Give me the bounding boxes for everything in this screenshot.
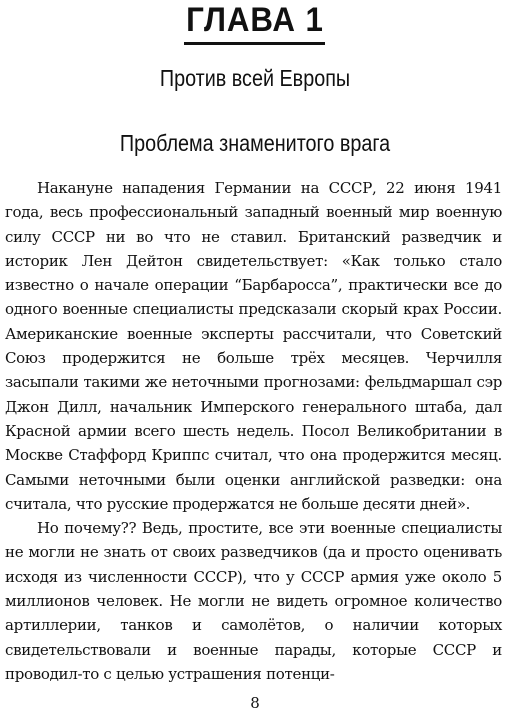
chapter-underline [184, 42, 325, 45]
paragraph: Но почему?? Ведь, простите, все эти военные специалисты не могли не знать от своих разведчиков (да и просто оценивать исходя из численности СССР), что у СССР армия уже около 5 миллионов человек. Не могли не видеть огромное количество артиллерии, танков и самолётов, о наличии которых свидетельствовали и военные парады, которые СССР и проводил-то с целью устрашения потенци- [5, 519, 502, 683]
chapter-heading: ГЛАВА 1 [186, 1, 324, 39]
part-title: Против всей Европы [159, 65, 351, 91]
section-title: Проблема знаменитого врага [119, 130, 391, 156]
body-text [5, 176, 502, 686]
paragraph: Накануне нападения Германии на СССР, 22 июня 1941 года, весь профессиональный западный военный мир военную силу СССР ни во что не ставил. Британский разведчик и историк Лен Дейтон свидетельствует: «Как только стало известно о начале операции “Барбаросса”, практически все до одного военные специалисты предсказали скорый крах России. Американские военные эксперты рассчитали, что Советский Союз продержится не больше трёх месяцев. Черчилля засыпали такими же неточными прогнозами: фельдмаршал сэр Джон Дилл, начальник Имперского генерального штаба, дал Красной армии всего шесть недель. Посол Великобритании в Москве Стаффорд Криппс считал, что она продержится месяц. Самыми неточными были оценки английской разведки: она считала, что русские продержатся не больше десяти дней». [5, 179, 502, 513]
page-number: 8 [250, 694, 260, 712]
